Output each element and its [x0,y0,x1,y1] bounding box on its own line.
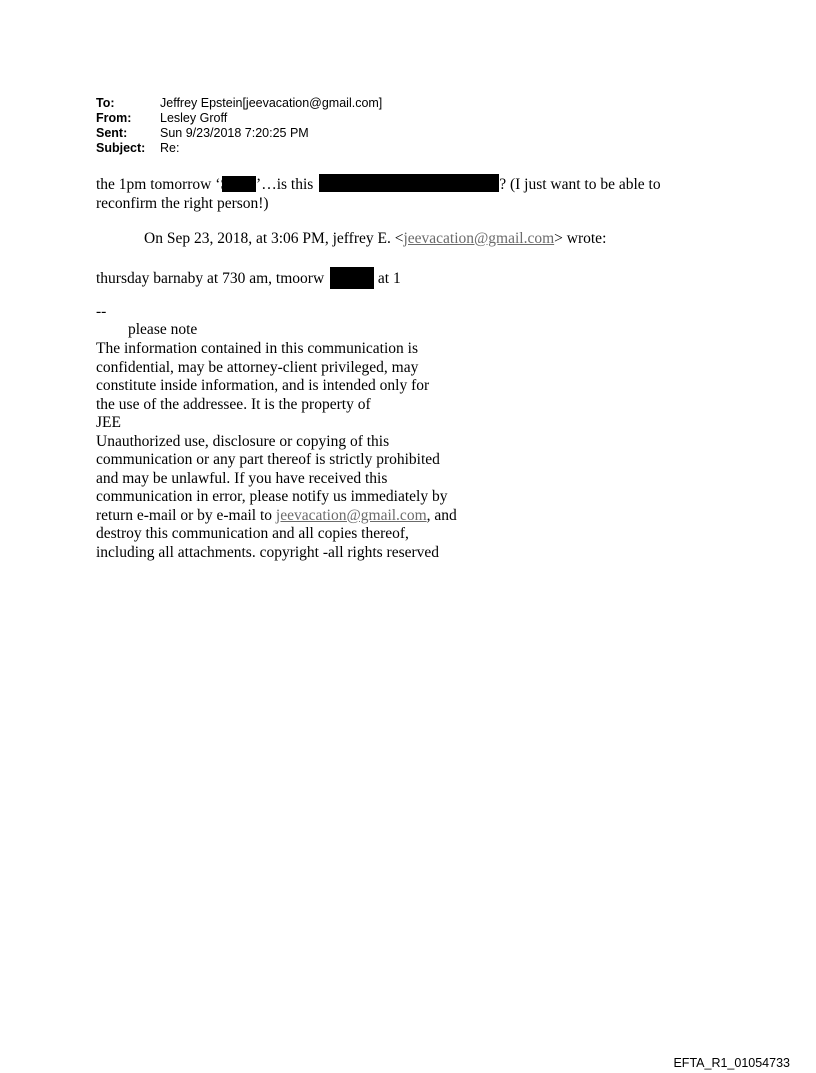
disclaimer-line: the use of the addressee. It is the property of [96,395,371,413]
signature-note: please note [128,321,198,338]
from-row [96,111,382,126]
redaction-box [222,176,256,192]
quote-prefix: On Sep 23, 2018, at 3:06 PM, jeffrey E. < [144,230,404,247]
disclaimer-line: JEE [96,414,121,431]
subject-row [96,141,382,156]
reply-line-1 [96,174,661,195]
to-label: To: [96,96,115,110]
sent-label: Sent: [96,126,128,140]
disclaimer-line: Unauthorized use, disclosure or copying of this [96,432,390,450]
quote-email-link[interactable]: jeevacation@gmail.com [403,230,555,247]
quoted-text-end: at 1 [377,270,401,287]
redaction-box [330,267,374,289]
disclaimer-line: destroy this communication and all copies thereof, [96,525,409,542]
from-value: Lesley Groff [160,111,228,125]
to-row [96,96,382,111]
reply-text-start: the 1pm tomorrow ‘ [96,176,221,193]
quoted-text-start: thursday barnaby at 730 am, tmoorw [96,270,325,287]
disclaimer-line: The information contained in this communication is [96,340,418,357]
quote-attribution [144,230,606,249]
to-value: Jeffrey Epstein[jeevacation@gmail.com] [160,96,383,110]
disclaimer-email-prefix: return e-mail or by e-mail to [96,506,276,524]
disclaimer-email-link[interactable]: jeevacation@gmail.com [275,506,427,524]
disclaimer-email-suffix: , and [426,506,457,524]
disclaimer-line: constitute inside information, and is intended only for [96,377,430,394]
sent-row [96,126,382,141]
from-label: From: [96,111,132,125]
signature-separator: -- [96,303,107,320]
quote-suffix: > wrote: [554,230,607,247]
disclaimer-line: communication or any part thereof is strictly prohibited [96,451,440,468]
subject-label: Subject: [96,141,146,155]
disclaimer-line: confidential, may be attorney-client privileged, may [96,358,419,376]
subject-value: Re: [160,141,180,155]
disclaimer-line: communication in error, please notify us immediately by [96,488,448,505]
disclaimer-email-line [96,507,457,526]
disclaimer-line: including all attachments. copyright -all rights reserved [96,543,440,561]
quoted-message [96,267,401,289]
confidentiality-disclaimer [96,340,457,562]
sent-value: Sun 9/23/2018 7:20:25 PM [160,126,309,140]
reply-text-middle: ’…is this [256,176,314,193]
email-header [96,96,382,156]
document-id: EFTA_R1_01054733 [673,1056,790,1070]
reply-text-end: ? (I just want to be able to [499,176,661,193]
redaction-box [319,174,499,192]
reply-message [96,174,661,213]
reply-line-2: reconfirm the right person!) [96,194,269,212]
disclaimer-line: and may be unlawful. If you have received this [96,469,388,487]
